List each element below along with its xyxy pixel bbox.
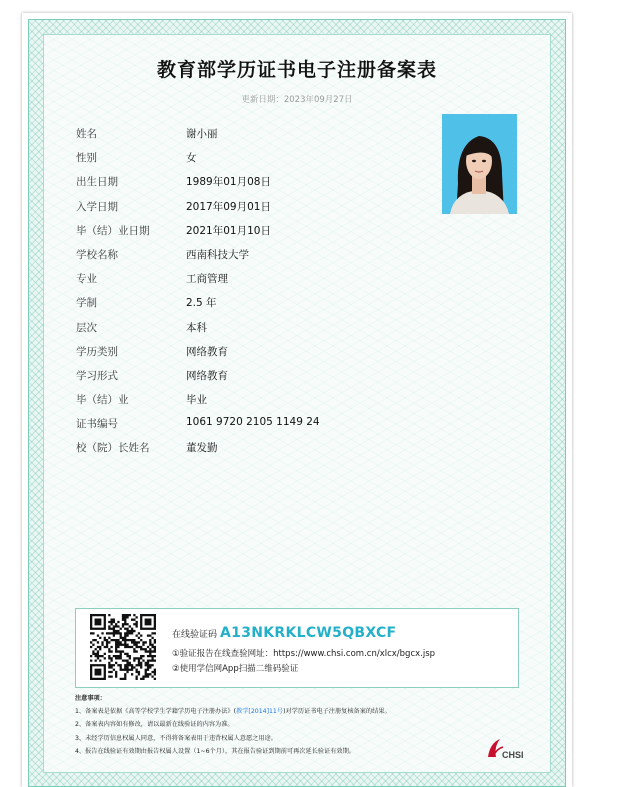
field-value: 2017年09月01日 [186,200,271,213]
field-label: 层次 [76,321,97,334]
svg-text:CHSI: CHSI [502,750,524,760]
verification-url-line: ①验证报告在线查验网址：https://www.chsi.com.cn/xlcx/bgcx.jsp [172,649,436,659]
notes-title: 注意事项： [75,695,106,702]
field-label: 学制 [76,297,97,310]
verification-code-label: 在线验证码 [172,630,218,640]
field-label: 性别 [76,152,97,165]
verification-box [75,608,519,688]
note-item-1: 1、备案表是依据《高等学校学生学籍学历电子注册办法》(教学[2014]11号)对学历证书电子注册复核备案的结果。 [75,708,391,715]
field-label: 毕（结）业 [76,394,129,407]
notes-section [75,693,505,760]
field-value: 女 [186,152,197,165]
field-value: 网络教育 [186,369,228,382]
note-item-2: 2、备案表内容如有修改，请以最新在线验证的内容为准。 [75,721,234,729]
field-label: 专业 [76,273,97,286]
field-value: 毕业 [186,394,207,407]
verification-code: A13NKRKLCW5QBXCF [220,625,397,641]
note-item-3: 3、未经学历信息权属人同意，不得将备案表用于违背权属人意愿之用途。 [75,734,277,742]
field-label: 校（院）长姓名 [76,442,150,455]
field-value: 董发勤 [186,442,218,455]
qr-code-icon[interactable] [90,614,156,680]
field-label: 出生日期 [76,176,118,189]
chsi-logo-icon [484,735,532,761]
field-value: 网络教育 [186,345,228,358]
field-value: 谢小丽 [186,128,218,140]
certificate-page [22,13,572,787]
field-value: 本科 [186,321,207,334]
field-value: 1989年01月08日 [186,176,271,189]
field-label: 学历类别 [76,345,118,358]
field-value: 1061 9720 2105 1149 24 [186,416,320,429]
field-label: 学校名称 [76,248,118,261]
verification-code-row [172,625,396,641]
field-value: 工商管理 [186,273,228,286]
portrait-image [442,114,517,214]
portrait-photo [442,114,517,214]
field-value: 西南科技大学 [186,248,249,261]
field-value: 2.5 年 [186,297,217,310]
verification-app-line: ②使用学信网App扫描二维码验证 [172,664,299,674]
regulation-link[interactable]: 教学[2014]11号 [236,708,284,715]
field-value: 2021年01月10日 [186,224,271,237]
field-label: 毕（结）业日期 [76,224,150,237]
field-label: 入学日期 [76,200,118,213]
chsi-logo [484,735,532,761]
field-label: 证书编号 [76,418,118,431]
page-title: 教育部学历证书电子注册备案表 [156,59,437,81]
field-label: 学习形式 [76,369,118,382]
update-date: 更新日期：2023年09月27日 [241,95,353,105]
note-item-4: 4、报告在线验证有效期由报告权属人设置（1~6个月），其在报告验证到期前可再次延长验证有效期。 [75,748,355,756]
field-label: 姓名 [76,128,97,140]
